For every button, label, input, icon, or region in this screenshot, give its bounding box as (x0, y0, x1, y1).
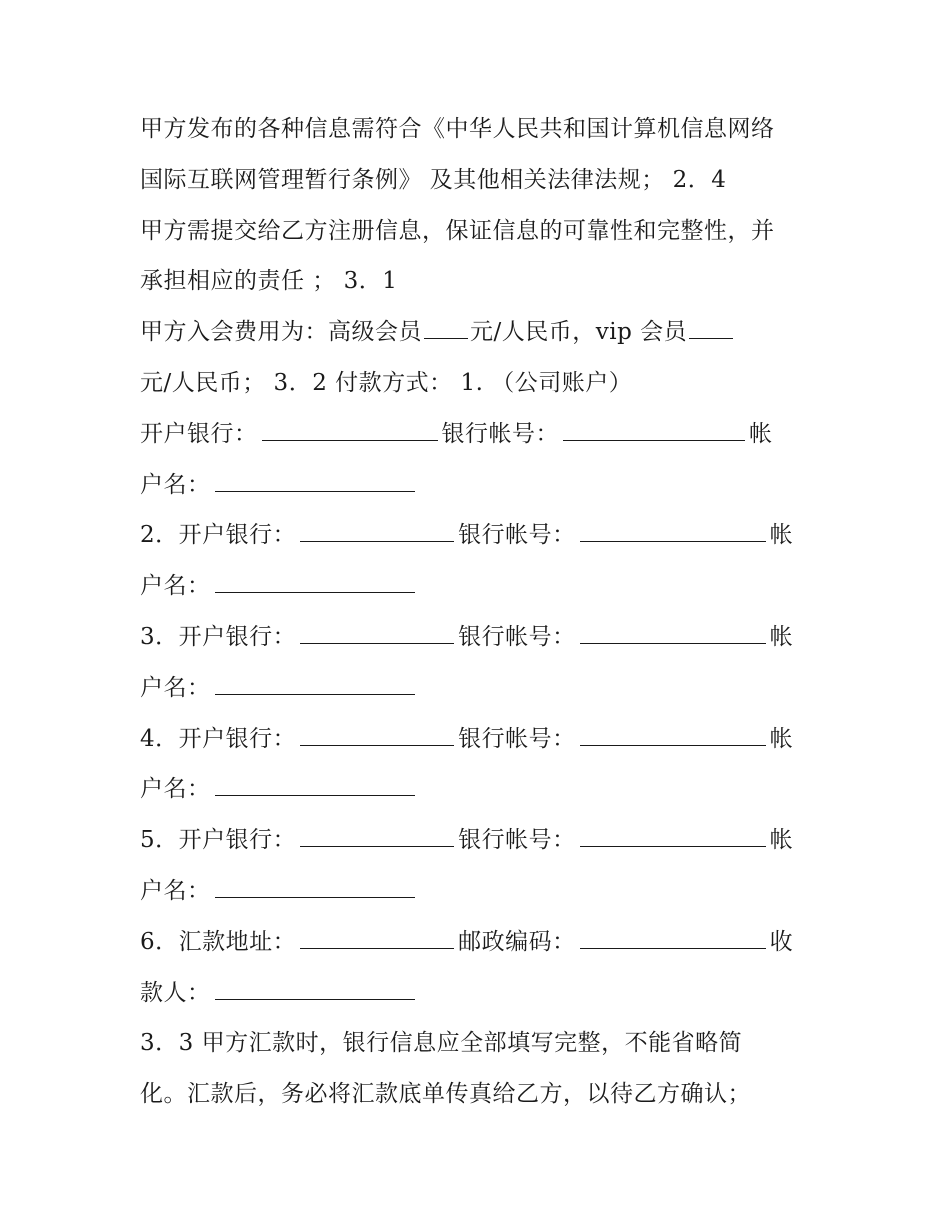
senior-member-label: 甲方入会费用为：高级会员 (140, 319, 422, 346)
account-name-blank (215, 775, 415, 796)
account-3-line (140, 612, 820, 663)
account-name-label: 户名： (140, 877, 211, 904)
senior-member-fee-blank (424, 318, 468, 339)
bank-blank (300, 521, 454, 542)
text-line (140, 206, 820, 257)
account-3-name-line (140, 663, 820, 714)
text-line (140, 104, 820, 155)
postal-code-label: 邮政编码： (458, 928, 576, 955)
account-5-line (140, 815, 820, 866)
text-span: 帐 (769, 725, 794, 752)
vip-member-fee-blank (689, 318, 733, 339)
bank-blank (300, 725, 454, 746)
bank-blank (262, 420, 438, 441)
account-name-blank (215, 471, 415, 492)
account-4-name-line (140, 764, 820, 815)
account-number-blank (580, 826, 766, 847)
text-span: 帐 (769, 827, 794, 854)
text-line (140, 1018, 820, 1069)
account-name-label: 户名： (140, 471, 211, 498)
account-1-name-line (140, 460, 820, 511)
document-body (140, 104, 820, 1120)
account-name-blank (215, 674, 415, 695)
account-1-line (140, 409, 820, 460)
text-span: 承担相应的责任 ； 3．1 (140, 268, 398, 295)
account-number-label: 银行帐号： (441, 420, 559, 447)
account-number-blank (563, 420, 745, 441)
account-number-label: 银行帐号： (458, 827, 576, 854)
text-line (140, 256, 820, 307)
remittance-address-label: 6．汇款地址： (140, 928, 297, 955)
account-name-blank (215, 877, 415, 898)
account-2-line (140, 510, 820, 561)
payee-line (140, 968, 820, 1019)
bank-label: 4．开户银行： (140, 725, 297, 752)
text-span: 化。汇款后，务必将汇款底单传真给乙方，以待乙方确认； (140, 1081, 751, 1108)
account-5-name-line (140, 866, 820, 917)
account-number-label: 银行帐号： (458, 623, 576, 650)
remittance-address-blank (300, 928, 454, 949)
text-line (140, 358, 820, 409)
bank-blank (300, 623, 454, 644)
account-2-name-line (140, 561, 820, 612)
remittance-line (140, 917, 820, 968)
account-number-blank (580, 623, 766, 644)
text-span: 国际互联网管理暂行条例》 及其他相关法律法规； 2．4 (140, 166, 727, 193)
text-span: 帐 (769, 623, 794, 650)
text-span: 3．3 甲方汇款时，银行信息应全部填写完整，不能省略简 (140, 1030, 743, 1057)
text-line (140, 155, 820, 206)
postal-code-blank (580, 928, 766, 949)
account-name-label: 户名： (140, 776, 211, 803)
bank-label: 2．开户银行： (140, 522, 297, 549)
text-span: 帐 (769, 522, 794, 549)
bank-blank (300, 826, 454, 847)
account-number-blank (580, 521, 766, 542)
account-name-label: 户名： (140, 573, 211, 600)
text-span: 甲方发布的各种信息需符合《中华人民共和国计算机信息网络 (140, 116, 775, 142)
account-name-label: 户名： (140, 674, 211, 701)
bank-label: 开户银行： (140, 420, 258, 447)
account-number-label: 银行帐号： (458, 725, 576, 752)
fee-line (140, 307, 820, 358)
payee-label: 款人： (140, 979, 211, 1006)
text-line (140, 1069, 820, 1120)
account-number-label: 银行帐号： (458, 522, 576, 549)
account-number-blank (580, 725, 766, 746)
bank-label: 5．开户银行： (140, 827, 297, 854)
text-span: 帐 (749, 420, 773, 447)
vip-member-label: 元/人民币，vip 会员 (470, 319, 688, 346)
text-span: 甲方需提交给乙方注册信息，保证信息的可靠性和完整性，并 (140, 217, 775, 244)
text-span: 收 (769, 928, 794, 955)
account-name-blank (215, 572, 415, 593)
payee-blank (215, 979, 415, 1000)
bank-label: 3．开户银行： (140, 623, 297, 650)
text-span: 元/人民币； 3．2 付款方式： 1. （公司账户） (140, 369, 633, 396)
account-4-line (140, 714, 820, 765)
